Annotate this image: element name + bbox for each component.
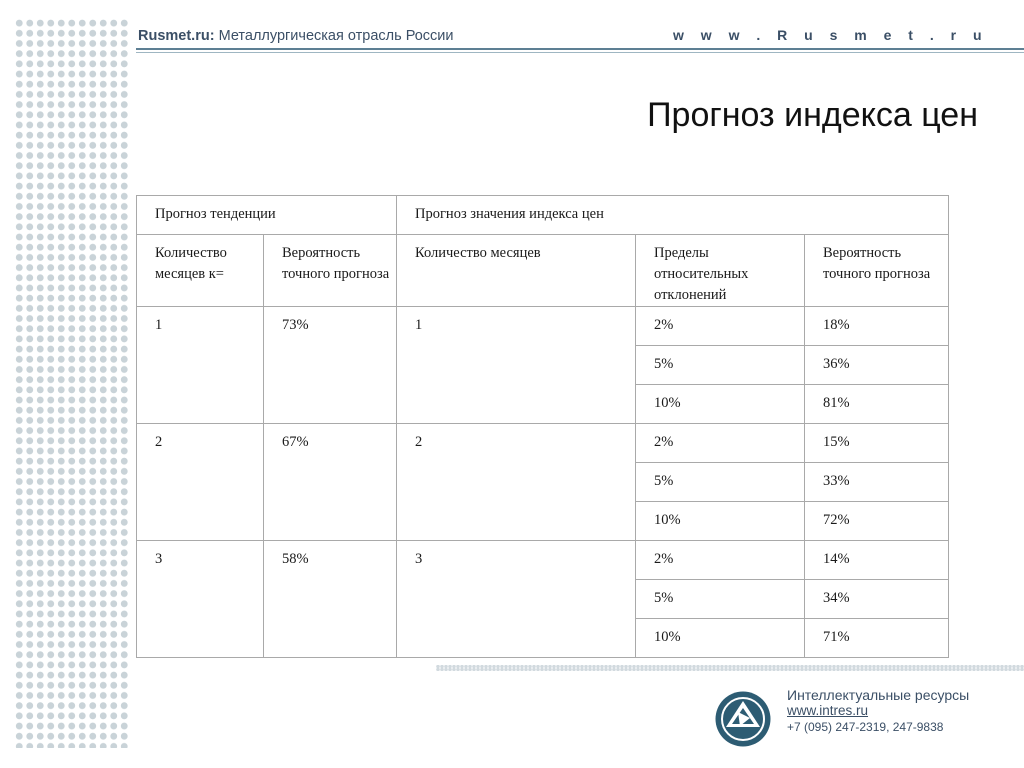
forecast-table (136, 195, 949, 658)
site-url[interactable]: w w w . R u s m e t . r u (673, 27, 988, 43)
column-header-months-k: Количество месяцев к= (137, 235, 264, 307)
cell-value-probability: 34% (805, 580, 949, 619)
column-header-trend-probability: Вероятность точного прогноза (264, 235, 397, 307)
header-divider-thin (136, 52, 1024, 53)
cell-months: 2 (397, 424, 636, 541)
cell-months-k: 2 (137, 424, 264, 541)
cell-trend-probability: 67% (264, 424, 397, 541)
cell-months-k: 1 (137, 307, 264, 424)
table-row (137, 307, 949, 346)
cell-value-probability: 18% (805, 307, 949, 346)
header-divider (136, 48, 1024, 50)
company-name: Интеллектуальные ресурсы (787, 687, 970, 703)
table-group-header-row (137, 196, 949, 235)
cell-value-probability: 33% (805, 463, 949, 502)
table-row (137, 424, 949, 463)
column-header-deviation-limits: Пределы относительных отклонений (636, 235, 805, 307)
company-info (787, 687, 969, 735)
cell-value-probability: 72% (805, 502, 949, 541)
cell-deviation-limit: 10% (636, 502, 805, 541)
cell-months: 1 (397, 307, 636, 424)
cell-deviation-limit: 2% (636, 307, 805, 346)
column-header-value-probability: Вероятность точного прогноза (805, 235, 949, 307)
cell-deviation-limit: 5% (636, 346, 805, 385)
company-site-link[interactable]: www.intres.ru (787, 703, 869, 718)
cell-deviation-limit: 5% (636, 580, 805, 619)
cell-months-k: 3 (137, 541, 264, 658)
footer-dotted-line (436, 665, 1024, 671)
group-header-trend: Прогноз тенденции (137, 196, 397, 235)
group-header-value: Прогноз значения индекса цен (397, 196, 949, 235)
cell-value-probability: 71% (805, 619, 949, 658)
decorative-dot-pattern (14, 18, 130, 748)
cell-deviation-limit: 5% (636, 463, 805, 502)
cell-trend-probability: 73% (264, 307, 397, 424)
cell-value-probability: 15% (805, 424, 949, 463)
cell-months: 3 (397, 541, 636, 658)
table-row (137, 541, 949, 580)
intres-logo-icon (714, 690, 772, 748)
cell-deviation-limit: 10% (636, 619, 805, 658)
column-header-months: Количество месяцев (397, 235, 636, 307)
cell-value-probability: 81% (805, 385, 949, 424)
site-header-brand (138, 28, 454, 44)
cell-deviation-limit: 2% (636, 424, 805, 463)
brand-name: Rusmet.ru: (138, 28, 215, 44)
cell-value-probability: 36% (805, 346, 949, 385)
company-phone: +7 (095) 247-2319, 247-9838 (787, 720, 944, 734)
cell-deviation-limit: 10% (636, 385, 805, 424)
cell-value-probability: 14% (805, 541, 949, 580)
cell-trend-probability: 58% (264, 541, 397, 658)
cell-deviation-limit: 2% (636, 541, 805, 580)
page-title: Прогноз индекса цен (647, 96, 978, 134)
table-column-header-row (137, 235, 949, 307)
brand-subtitle: Металлургическая отрасль России (218, 28, 454, 44)
